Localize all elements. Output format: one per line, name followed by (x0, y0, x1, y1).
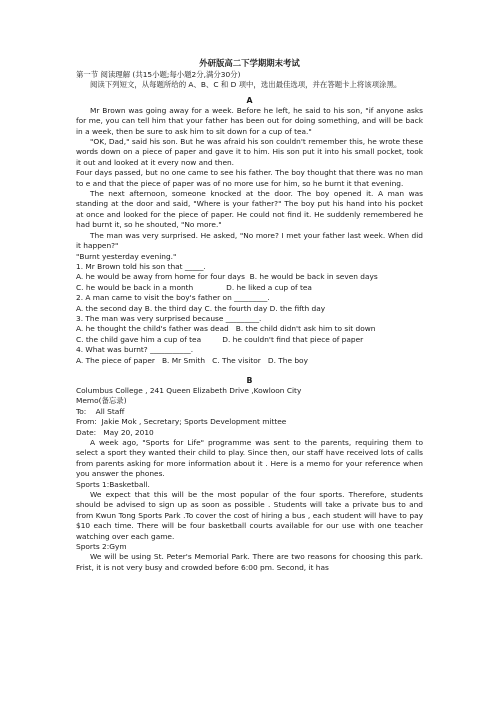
passage-a-paragraph: "OK, Dad," said his son. But he was afraid his son couldn't remember this, he wrote these words down on a piece of paper and gave it to him. His son put it into his small pocket, took it out and looked at it every now and then. (76, 137, 423, 167)
passage-a-paragraph: The next afternoon, someone knocked at the door. The boy opened it. A man was standing at the door and said, "Where is your father?" The boy put his hand into his pocket at once and looked for the piece of paper. He could not find it. He suddenly remembered he had burnt it, so he shouted, "No more." (76, 189, 423, 230)
passage-a-paragraph: The man was very surprised. He asked, "No more? I met your father last week. When did it happen?" (76, 230, 423, 251)
exam-content (76, 57, 423, 573)
section-heading: 第一节 阅读理解 (共15小题;每小题2分,满分30分) (76, 70, 241, 79)
question-option-line: A. he would be away from home for four days B. he would be back in seven days (76, 272, 378, 282)
sport-description: We expect that this will be the most popular of the four sports. Therefore, students should be advised to sign up as soon as possible . Students will take a private bus to and from Kwun Tong Sports Park .To cover the cost of hiring a bus , each student will have to pay $10 each time. There will be four basketball courts available for our use with one teacher watching over each game. (76, 490, 423, 541)
passage-a-paragraph: Four days passed, but no one came to see his father. The boy thought that there was no man to e and that the piece of paper was of no more use for him, so he burnt it that evening. (76, 168, 423, 188)
passage-a-paragraph: "Burnt yesterday evening." (76, 251, 177, 261)
memo-header-line: From: Jakie Mok , Secretary; Sports Development mittee (76, 417, 287, 427)
sport-description: We will be using St. Peter's Memorial Park. There are two reasons for choosing this park. Frist, it is not very busy and crowded before 6:00 pm. Second, it has (76, 552, 423, 572)
memo-header-line: Date: May 20, 2010 (76, 427, 154, 437)
question-line: 3. The man was very surprised because _________. (76, 313, 262, 323)
question-line: 1. Mr Brown told his son that _____. (76, 261, 206, 271)
passage-b-label: B (246, 375, 253, 385)
page-title: 外研版高二下学期期末考试 (199, 58, 300, 68)
question-option-line: A. he thought the child's father was dead B. the child didn't ask him to sit down (76, 324, 376, 334)
memo-header-line: Memo(备忘录) (76, 396, 127, 406)
question-line: 4. What was burnt? ___________. (76, 345, 194, 355)
passage-a-label: A (246, 95, 253, 105)
question-option-line: C. the child gave him a cup of tea D. he couldn't find that piece of paper (76, 334, 364, 344)
memo-header-line: To: All Staff (76, 406, 125, 416)
sport-heading: Sports 2:Gym (76, 542, 127, 552)
memo-header-line: Columbus College , 241 Queen Elizabeth Drive ,Kowloon City (76, 385, 302, 395)
section-instruction: 阅读下列短文，从每题所给的 A、B、C 和 D 项中，选出最佳选项，并在答题卡上将该项涂黑。 (90, 80, 402, 90)
question-option-line: A. the second day B. the third day C. the fourth day D. the fifth day (76, 303, 326, 313)
sport-heading: Sports 1:Basketball. (76, 479, 150, 489)
memo-intro: A week ago, "Sports for Life" programme was sent to the parents, requiring them to select a sport they wanted their child to play. Since then, our staff have received lots of calls from parents asking for more information about it . Here is a memo for your reference when you answer the phones. (76, 438, 423, 479)
question-line: 2. A man came to visit the boy's father on _________. (76, 293, 270, 303)
question-option-line: A. The piece of paper B. Mr Smith C. The visitor D. The boy (76, 355, 308, 365)
question-option-line: C. he would be back in a month D. he liked a cup of tea (76, 282, 312, 292)
passage-a-paragraph: Mr Brown was going away for a week. Before he left, he said to his son, "if anyone asks for me, you can tell him that your father has been out for doing something, and will be back in a week, then be sure to ask him to sit down for a cup of tea." (76, 105, 423, 136)
